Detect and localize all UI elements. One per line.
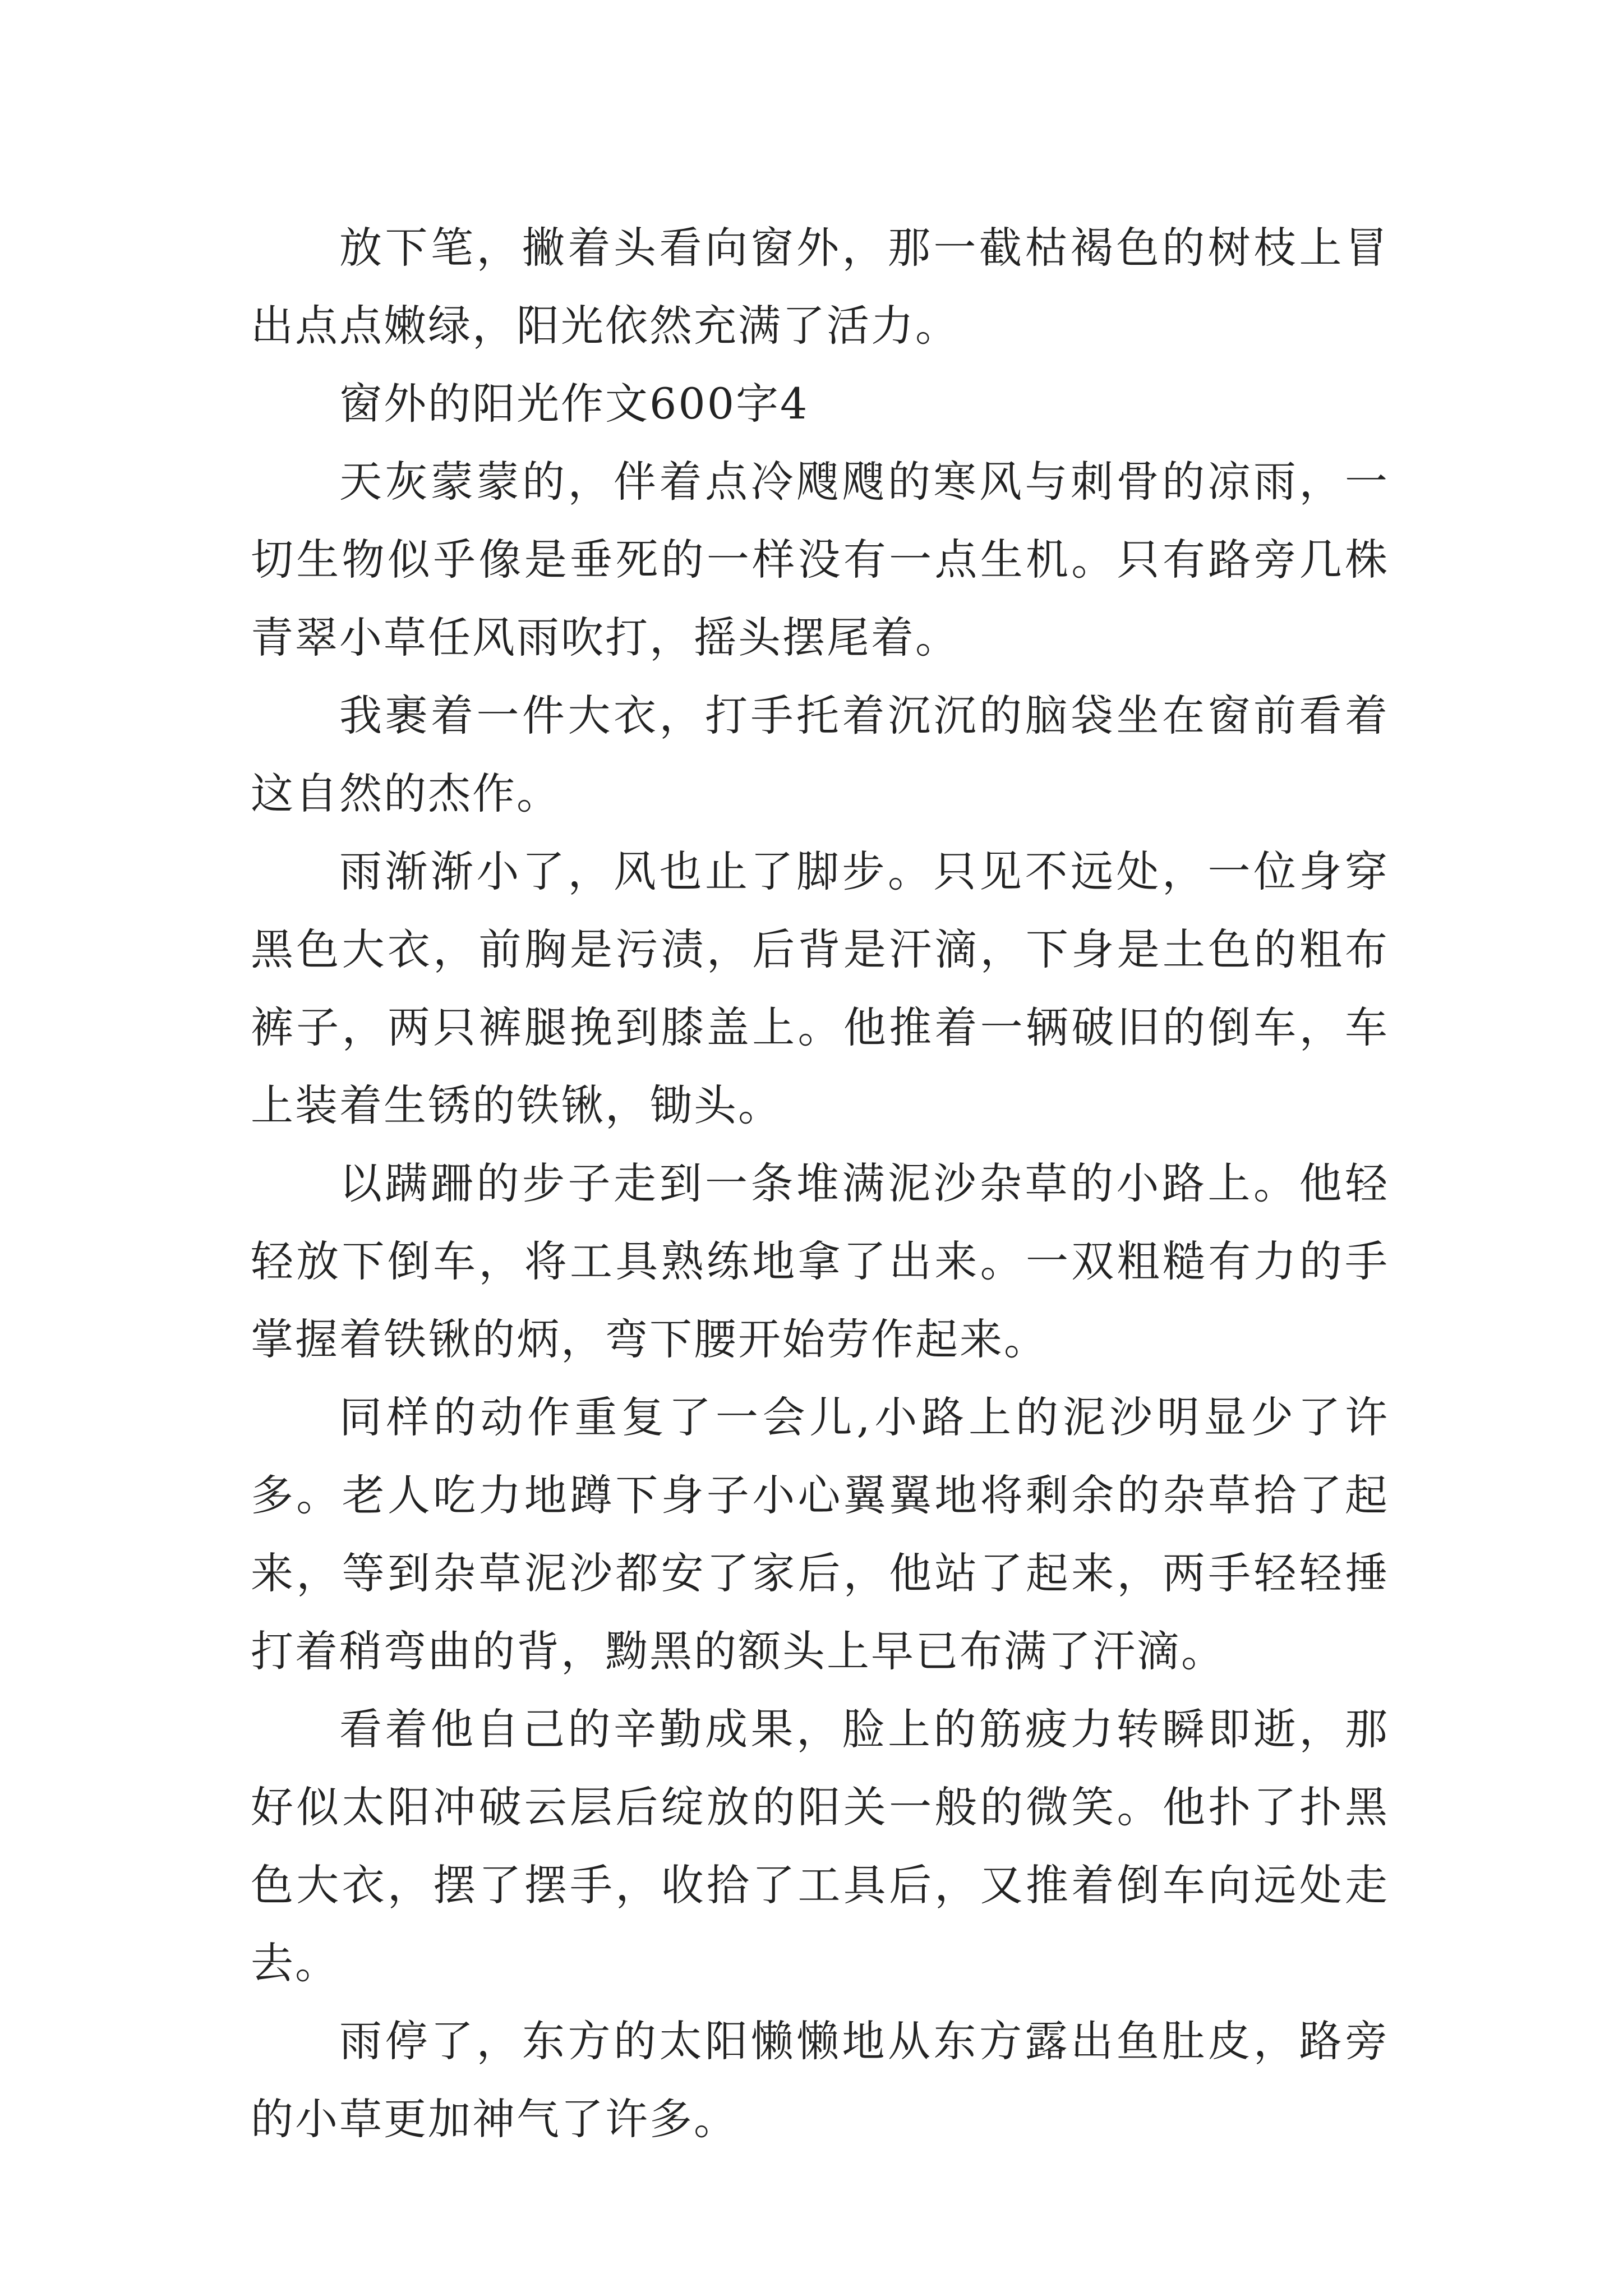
paragraph: 以蹒跚的步子走到一条堆满泥沙杂草的小路上。他轻轻放下倒车，将工具熟练地拿了出来。一双粗糙有力的手掌握着铁锹的炳，弯下腰开始劳作起来。 <box>251 1158 1389 1364</box>
paragraph: 我裹着一件大衣，打手托着沉沉的脑袋坐在窗前看着这自然的杰作。 <box>251 691 1389 818</box>
paragraph: 同样的动作重复了一会儿,小路上的泥沙明显少了许多。老人吃力地蹲下身子小心翼翼地将剩余的杂草拾了起来，等到杂草泥沙都安了家后，他站了起来，两手轻轻捶打着稍弯曲的背，黝黑的额头上早已布满了汗滴。 <box>251 1392 1389 1676</box>
paragraph: 放下笔，撇着头看向窗外，那一截枯褐色的树枝上冒出点点嫩绿，阳光依然充满了活力。 <box>251 223 1389 351</box>
paragraph: 天灰蒙蒙的，伴着点冷飕飕的寒风与刺骨的凉雨，一切生物似乎像是垂死的一样没有一点生机。只有路旁几株青翠小草任风雨吹打，摇头摆尾着。 <box>251 457 1389 662</box>
document-body <box>251 209 1389 2158</box>
section-heading: 窗外的阳光作文600字4 <box>339 379 809 429</box>
paragraph: 看着他自己的辛勤成果，脸上的筋疲力转瞬即逝，那好似太阳冲破云层后绽放的阳关一般的微笑。他扑了扑黑色大衣，摆了摆手，收拾了工具后，又推着倒车向远处走去。 <box>251 1704 1389 1988</box>
paragraph: 雨渐渐小了，风也止了脚步。只见不远处，一位身穿黑色大衣，前胸是污渍，后背是汗滴，下身是土色的粗布裤子，两只裤腿挽到膝盖上。他推着一辆破旧的倒车，车上装着生锈的铁锹，锄头。 <box>251 846 1389 1130</box>
paragraph: 雨停了，东方的太阳懒懒地从东方露出鱼肚皮，路旁的小草更加神气了许多。 <box>251 2016 1389 2144</box>
